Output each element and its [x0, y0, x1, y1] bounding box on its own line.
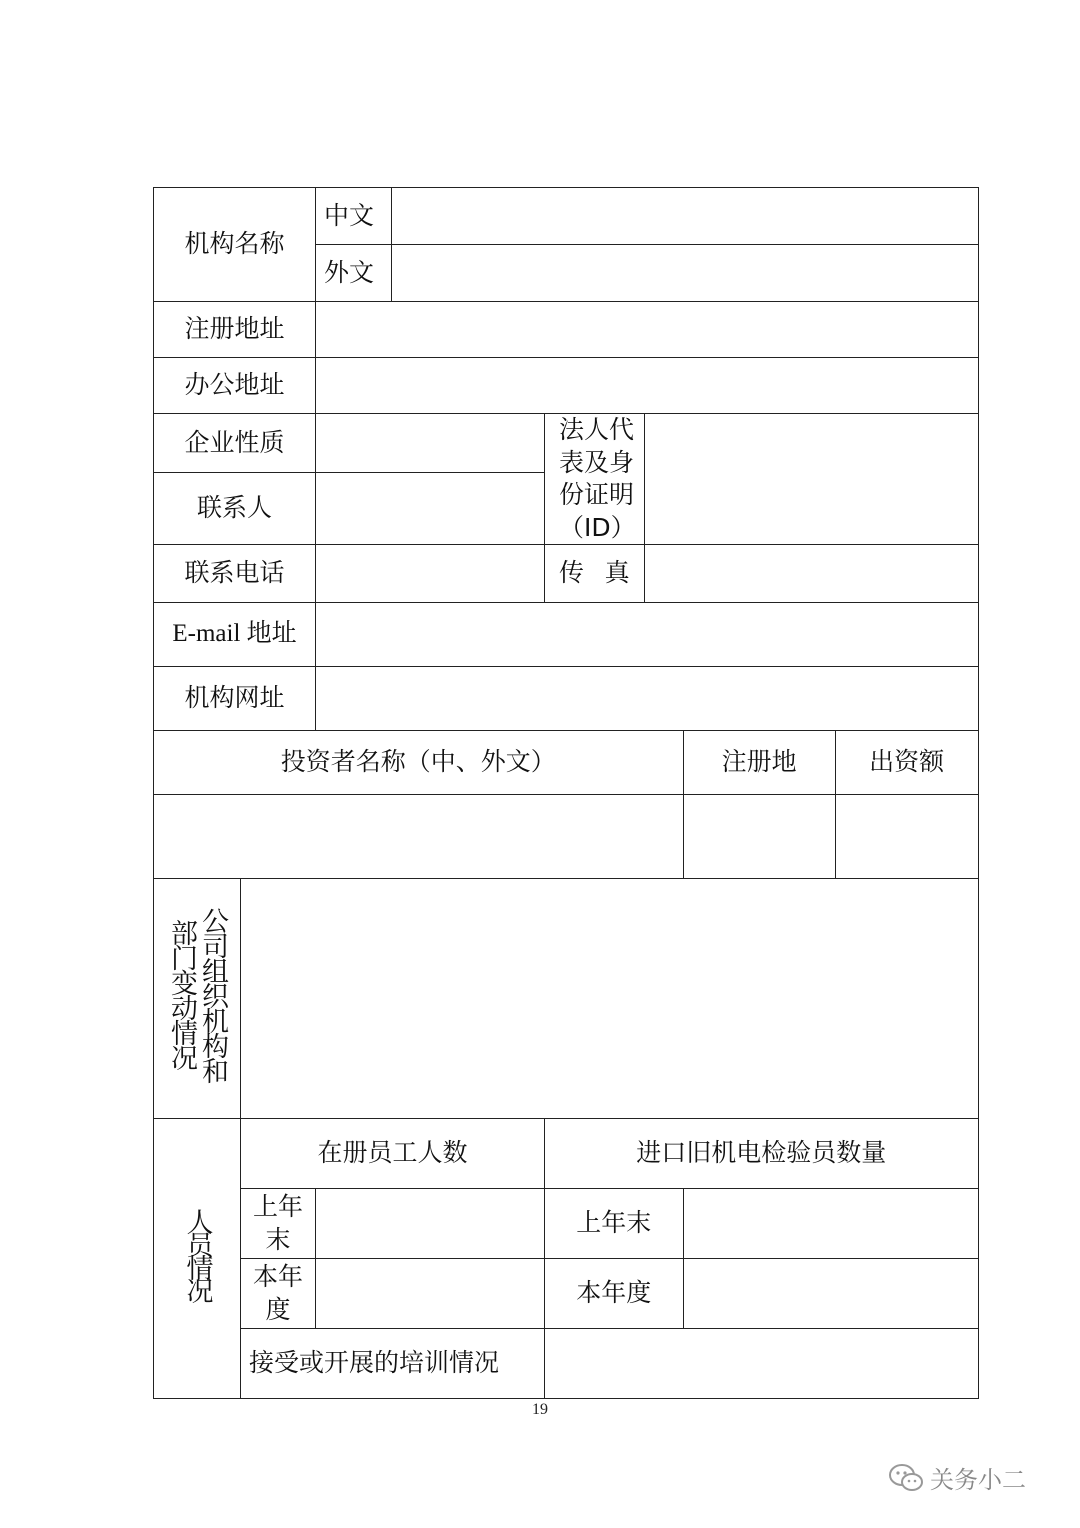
- registered-this-year-field[interactable]: [316, 1259, 545, 1329]
- contact-person-field[interactable]: [316, 473, 545, 545]
- website-label: 机构网址: [154, 667, 316, 731]
- inspector-this-year-field[interactable]: [683, 1259, 978, 1329]
- legal-rep-field[interactable]: [644, 414, 978, 545]
- investor-capital-header: 出资额: [835, 731, 978, 795]
- contact-person-label: 联系人: [154, 473, 316, 545]
- inspector-this-year-label: 本年度: [545, 1259, 684, 1329]
- registration-form-table: [153, 187, 979, 1399]
- registered-this-year-label: 本年度: [241, 1259, 316, 1329]
- email-label: E-mail 地址: [154, 603, 316, 667]
- investor-reg-place-header: 注册地: [683, 731, 835, 795]
- watermark-text: 关务小二: [930, 1466, 1026, 1494]
- registered-staff-header: 在册员工人数: [241, 1119, 545, 1189]
- registered-last-year-field[interactable]: [316, 1189, 545, 1259]
- fax-label: [545, 545, 645, 603]
- investor-name-field[interactable]: [154, 795, 684, 879]
- dept-change-label-cell: [154, 879, 241, 1119]
- dept-change-field[interactable]: [241, 879, 979, 1119]
- watermark: [888, 1460, 1026, 1495]
- phone-label: 联系电话: [154, 545, 316, 603]
- inspector-count-header: 进口旧机电检验员数量: [545, 1119, 979, 1189]
- enterprise-nature-label: 企业性质: [154, 414, 316, 473]
- org-name-foreign-field[interactable]: [392, 245, 979, 302]
- investor-reg-place-field[interactable]: [683, 795, 835, 879]
- enterprise-nature-field[interactable]: [316, 414, 545, 473]
- org-name-cn-label: 中文: [316, 188, 392, 245]
- page-number: 19: [532, 1401, 548, 1418]
- fax-field[interactable]: [644, 545, 978, 603]
- investor-name-header: 投资者名称（中、外文）: [154, 731, 684, 795]
- fax-label-char-2: 真: [604, 558, 630, 588]
- legal-rep-label: 法人代表及身份证明（ID）: [545, 414, 645, 545]
- investor-capital-field[interactable]: [835, 795, 978, 879]
- org-name-cn-field[interactable]: [392, 188, 979, 245]
- registered-last-year-label: 上年末: [241, 1189, 316, 1259]
- email-field[interactable]: [316, 603, 979, 667]
- staff-label: 人员情况: [181, 1208, 213, 1301]
- office-address-label: 办公地址: [154, 358, 316, 414]
- phone-field[interactable]: [316, 545, 545, 603]
- wechat-icon: [888, 1463, 924, 1493]
- dept-change-label: 公司组织机构和部门变动情况: [166, 906, 229, 1082]
- reg-address-label: 注册地址: [154, 302, 316, 358]
- website-field[interactable]: [316, 667, 979, 731]
- training-field[interactable]: [545, 1329, 979, 1399]
- office-address-field[interactable]: [316, 358, 979, 414]
- training-label: 接受或开展的培训情况: [241, 1329, 545, 1399]
- staff-label-cell: [154, 1119, 241, 1399]
- inspector-last-year-label: 上年末: [545, 1189, 684, 1259]
- reg-address-field[interactable]: [316, 302, 979, 358]
- inspector-last-year-field[interactable]: [683, 1189, 978, 1259]
- fax-label-char-1: 传: [559, 558, 585, 588]
- org-name-label: 机构名称: [154, 188, 316, 302]
- org-name-foreign-label: 外文: [316, 245, 392, 302]
